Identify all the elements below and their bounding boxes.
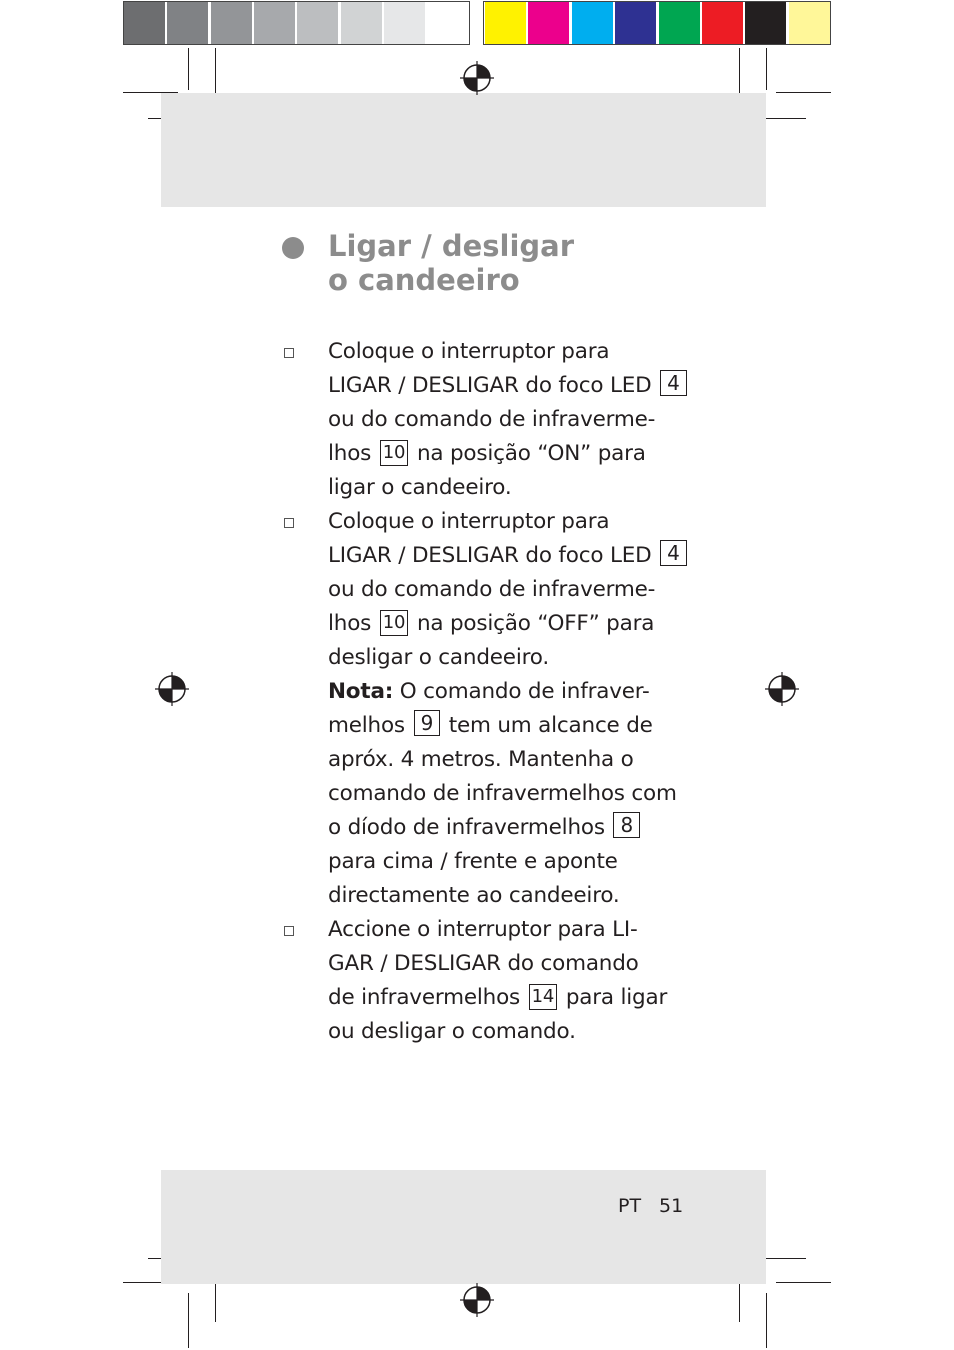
instruction-text: de infravermelhos — [328, 985, 527, 1010]
instruction-text: Coloque o interruptor para — [328, 509, 610, 534]
registration-mark-icon — [460, 61, 494, 95]
instruction-line — [328, 641, 549, 675]
color-swatch — [485, 2, 526, 44]
crop-mark — [739, 1280, 740, 1322]
part-reference-badge: 10 — [380, 610, 409, 636]
gray-swatch — [167, 2, 208, 44]
instruction-line — [328, 777, 677, 811]
instruction-text: directamente ao candeeiro. — [328, 883, 620, 908]
instruction-line — [328, 539, 689, 573]
crop-mark — [776, 92, 831, 93]
gray-swatch — [211, 2, 252, 44]
instruction-text: ou do comando de infraverme- — [328, 577, 656, 602]
gray-swatch — [384, 2, 425, 44]
part-reference-badge: 9 — [414, 710, 441, 736]
registration-mark-icon — [155, 672, 189, 706]
language-code: PT — [618, 1195, 642, 1217]
gray-swatch — [427, 2, 468, 44]
instruction-line — [328, 471, 512, 505]
instruction-line — [328, 1015, 576, 1049]
instruction-text: apróx. 4 metros. Mantenha o — [328, 747, 634, 772]
part-reference-badge: 4 — [660, 370, 687, 396]
instruction-line — [328, 709, 653, 743]
instruction-text: Coloque o interruptor para — [328, 339, 610, 364]
color-swatch — [572, 2, 613, 44]
instruction-text: comando de infravermelhos com — [328, 781, 677, 806]
color-swatch — [745, 2, 786, 44]
instruction-text: LIGAR / DESLIGAR do foco LED — [328, 373, 659, 398]
instruction-text: lhos — [328, 611, 378, 636]
crop-mark — [776, 1282, 831, 1283]
instruction-text: ou do comando de infraverme- — [328, 407, 656, 432]
instruction-text: melhos — [328, 713, 412, 738]
part-reference-badge: 4 — [660, 540, 687, 566]
instruction-text: na posição “OFF” para — [410, 611, 655, 636]
checkbox-bullet-icon — [284, 348, 294, 358]
crop-mark — [766, 1293, 767, 1348]
color-swatch — [659, 2, 700, 44]
instruction-line — [328, 879, 620, 913]
part-reference-badge: 8 — [613, 812, 640, 838]
checkbox-bullet-icon — [284, 926, 294, 936]
instruction-line — [328, 505, 609, 539]
crop-mark — [766, 48, 767, 90]
instruction-text: ligar o candeeiro. — [328, 475, 512, 500]
instruction-line — [328, 607, 654, 641]
crop-mark — [759, 118, 806, 119]
instruction-text: na posição “ON” para — [410, 441, 646, 466]
checkbox-bullet-icon — [284, 518, 294, 528]
instruction-line — [328, 437, 646, 471]
instruction-line — [328, 335, 609, 369]
color-swatch — [789, 2, 830, 44]
note-label: Nota: — [328, 679, 394, 704]
section-title-line: o candeeiro — [328, 263, 520, 297]
gray-swatch — [124, 2, 165, 44]
crop-mark — [188, 48, 189, 90]
instruction-text: lhos — [328, 441, 378, 466]
instruction-line — [328, 403, 655, 437]
instruction-line — [328, 845, 618, 879]
instruction-line — [328, 947, 639, 981]
color-swatch — [528, 2, 569, 44]
instruction-line — [328, 369, 689, 403]
instruction-line — [328, 675, 650, 709]
section-bullet-icon — [282, 237, 304, 259]
instruction-line — [328, 981, 667, 1015]
part-reference-badge: 14 — [529, 984, 558, 1010]
instruction-text: para cima / frente e aponte — [328, 849, 618, 874]
gray-swatch — [297, 2, 338, 44]
instruction-text: LIGAR / DESLIGAR do foco LED — [328, 543, 659, 568]
instruction-text: tem um alcance de — [442, 713, 653, 738]
instruction-text: o díodo de infravermelhos — [328, 815, 612, 840]
instruction-text: desligar o candeeiro. — [328, 645, 549, 670]
instruction-text: Accione o interruptor para LI- — [328, 917, 638, 942]
crop-mark — [215, 1280, 216, 1322]
crop-mark — [759, 1258, 806, 1259]
color-swatch — [615, 2, 656, 44]
header-panel — [161, 93, 766, 207]
instruction-text: ou desligar o comando. — [328, 1019, 576, 1044]
color-swatch — [702, 2, 743, 44]
section-title — [328, 229, 658, 297]
section-title-line: Ligar / desligar — [328, 229, 575, 263]
instruction-text: GAR / DESLIGAR do comando — [328, 951, 639, 976]
registration-mark-icon — [765, 672, 799, 706]
instruction-text: O comando de infraver- — [393, 679, 650, 704]
instruction-line — [328, 573, 655, 607]
instruction-line — [328, 913, 638, 947]
gray-swatch — [341, 2, 382, 44]
instruction-line — [328, 743, 634, 777]
gray-swatch — [254, 2, 295, 44]
part-reference-badge: 10 — [380, 440, 409, 466]
instruction-text: para ligar — [559, 985, 668, 1010]
instruction-line — [328, 811, 642, 845]
registration-mark-icon — [460, 1283, 494, 1317]
crop-mark — [188, 1293, 189, 1348]
footer-panel — [161, 1170, 766, 1284]
page-number: 51 — [659, 1195, 684, 1217]
